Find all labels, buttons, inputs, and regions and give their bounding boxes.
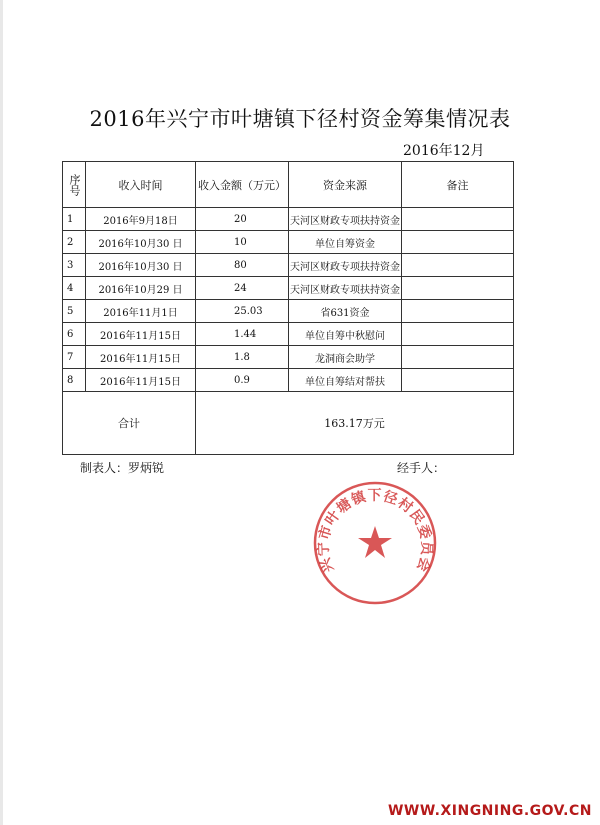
- row-time: 2016年10月29 日: [86, 277, 196, 300]
- row-note: [402, 369, 514, 392]
- row-source: 单位自筹结对帮扶: [289, 369, 402, 392]
- row-source: 单位自筹中秋慰问: [289, 323, 402, 346]
- row-note: [402, 323, 514, 346]
- document-title: 2016年兴宁市叶塘镇下径村资金筹集情况表: [89, 107, 511, 131]
- table-row: [63, 277, 514, 300]
- seal-text: 兴宁市叶塘镇下径村民委员会: [315, 488, 435, 575]
- row-amount: 80: [196, 254, 289, 277]
- table-maker: 制表人：罗炳锐: [80, 461, 165, 475]
- row-seq: 4: [63, 277, 86, 300]
- row-time: 2016年11月15日: [86, 369, 196, 392]
- row-source: 单位自筹资金: [289, 231, 402, 254]
- row-seq: 5: [63, 300, 86, 323]
- row-seq: 2: [63, 231, 86, 254]
- table-row: [63, 346, 514, 369]
- row-source: 天河区财政专项扶持资金: [289, 277, 402, 300]
- table-row: [63, 369, 514, 392]
- handler-label: 经手人：: [397, 461, 446, 475]
- table-row: [63, 300, 514, 323]
- table-row: [63, 254, 514, 277]
- row-note: [402, 300, 514, 323]
- row-amount: 25.03: [196, 300, 289, 323]
- header-seq: 序号: [63, 162, 86, 208]
- row-amount: 10: [196, 231, 289, 254]
- row-note: [402, 208, 514, 231]
- row-source: 省631资金: [289, 300, 402, 323]
- header-source: 资金来源: [289, 162, 402, 208]
- row-seq: 6: [63, 323, 86, 346]
- row-source: 天河区财政专项扶持资金: [289, 208, 402, 231]
- row-time: 2016年11月1日: [86, 300, 196, 323]
- row-time: 2016年11月15日: [86, 323, 196, 346]
- site-watermark: WWW.XINGNING.GOV.CN: [387, 803, 592, 819]
- row-seq: 1: [63, 208, 86, 231]
- row-seq: 3: [63, 254, 86, 277]
- official-seal: [310, 478, 440, 608]
- row-time: 2016年10月30 日: [86, 231, 196, 254]
- table-header-row: [63, 162, 514, 208]
- row-seq: 8: [63, 369, 86, 392]
- row-time: 2016年10月30 日: [86, 254, 196, 277]
- total-row: [63, 392, 514, 455]
- row-amount: 24: [196, 277, 289, 300]
- row-time: 2016年9月18日: [86, 208, 196, 231]
- row-seq: 7: [63, 346, 86, 369]
- row-amount: 1.8: [196, 346, 289, 369]
- total-label: 合计: [63, 392, 196, 455]
- table-row: [63, 231, 514, 254]
- table-row: [63, 208, 514, 231]
- document-date: 2016年12月: [403, 143, 485, 159]
- row-note: [402, 277, 514, 300]
- row-note: [402, 254, 514, 277]
- row-time: 2016年11月15日: [86, 346, 196, 369]
- row-amount: 1.44: [196, 323, 289, 346]
- funding-table: [62, 161, 514, 455]
- row-source: 龙洞商会助学: [289, 346, 402, 369]
- header-amount: 收入金额（万元）: [196, 162, 289, 208]
- row-amount: 0.9: [196, 369, 289, 392]
- total-value: 163.17万元: [196, 392, 514, 455]
- header-note: 备注: [402, 162, 514, 208]
- row-note: [402, 346, 514, 369]
- row-amount: 20: [196, 208, 289, 231]
- row-source: 天河区财政专项扶持资金: [289, 254, 402, 277]
- row-note: [402, 231, 514, 254]
- table-row: [63, 323, 514, 346]
- header-time: 收入时间: [86, 162, 196, 208]
- seal-star-icon: [358, 526, 392, 558]
